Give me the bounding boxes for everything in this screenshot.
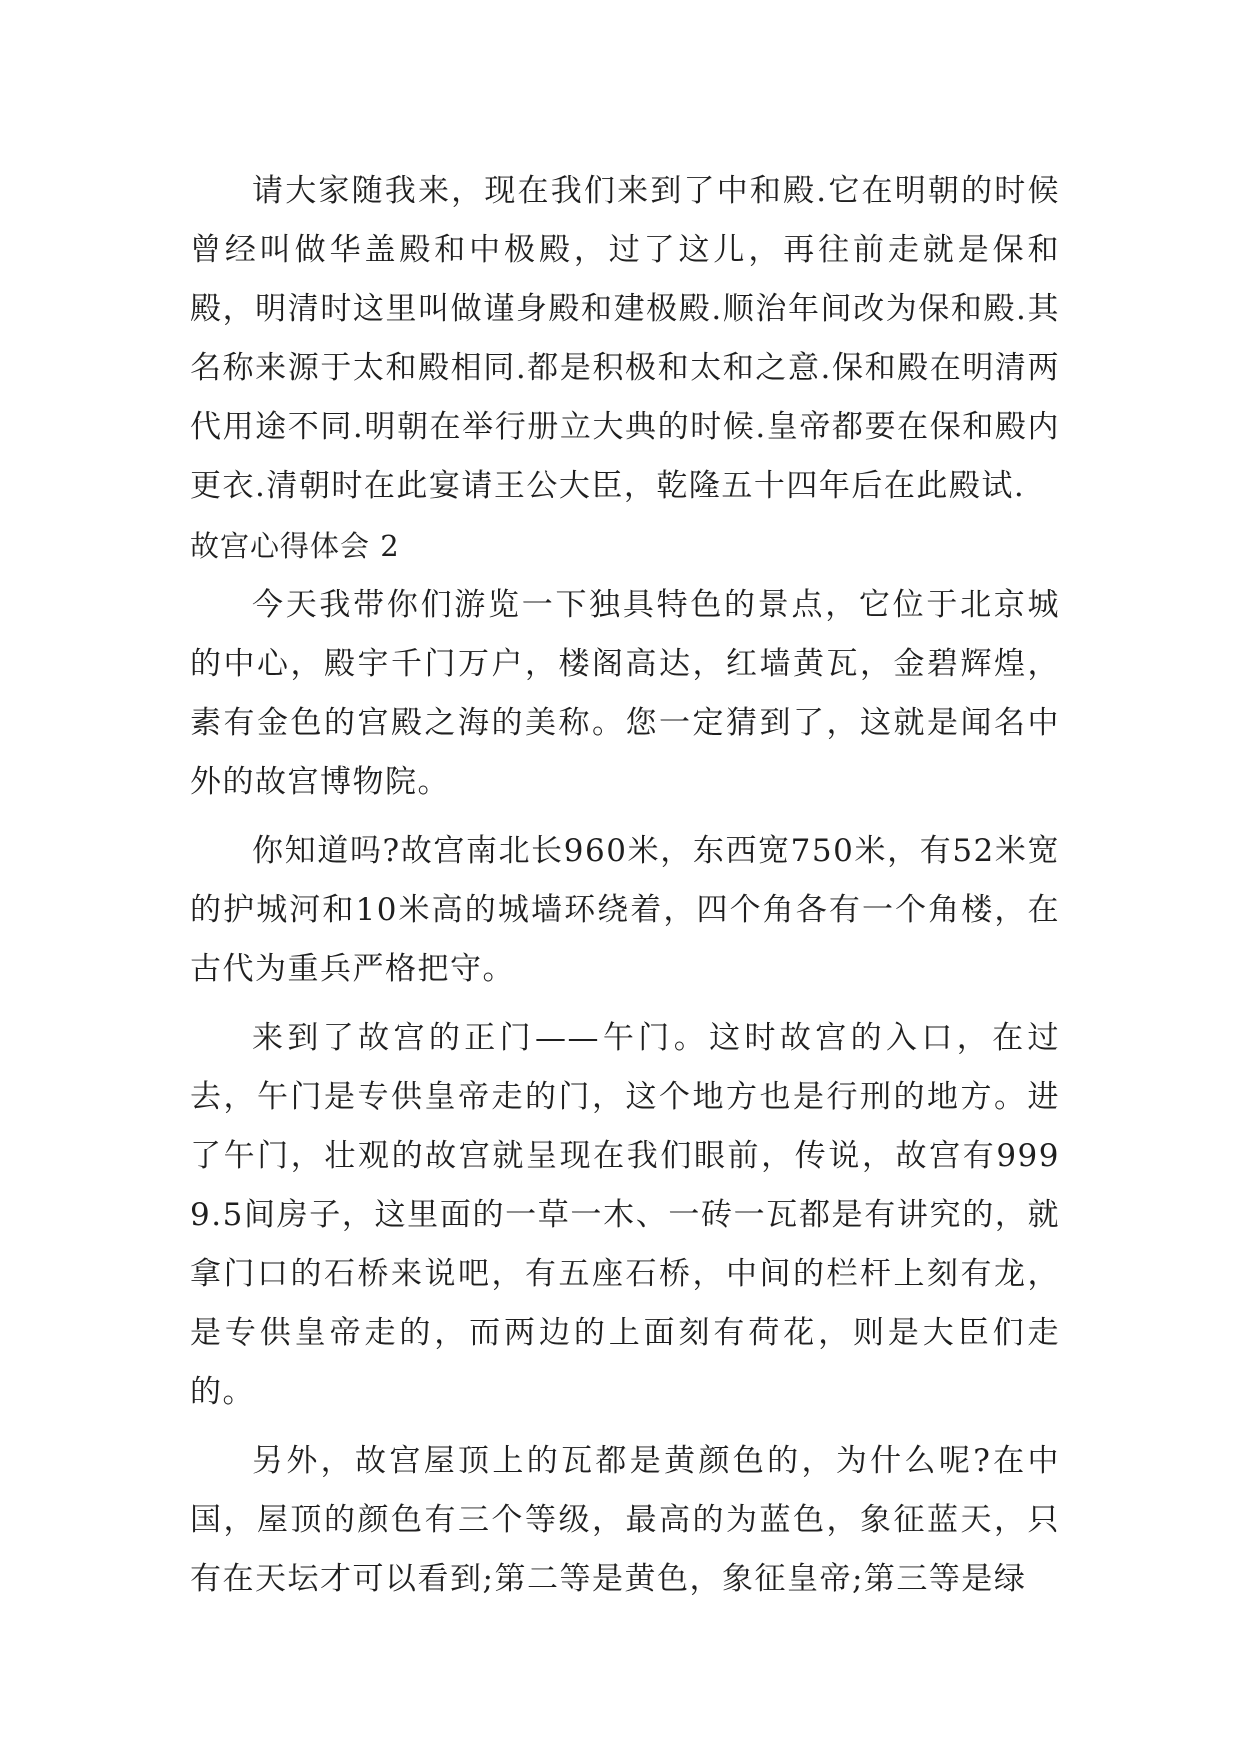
document-page (190, 162, 1060, 1609)
paragraph-zhonghe-hall: 请大家随我来，现在我们来到了中和殿.它在明朝的时候曾经叫做华盖殿和中极殿，过了这儿，再往前走就是保和殿，明清时这里叫做谨身殿和建极殿.顺治年间改为保和殿.其名称来源于太和殿相同.都是积极和太和之意.保和殿在明清两代用途不同.明朝在举行册立大典的时候.皇帝都要在保和殿内更衣.清朝时在此宴请王公大臣，乾隆五十四年后在此殿试. (190, 173, 1060, 504)
section-heading: 故宫心得体会 2 (190, 529, 400, 563)
paragraph-meridian-gate: 来到了故宫的正门——午门。这时故宫的入口，在过去，午门是专供皇帝走的门，这个地方也是行刑的地方。进了午门，壮观的故宫就呈现在我们眼前，传说，故宫有9999.5间房子，这里面的一草一木、一砖一瓦都是有讲究的，就拿门口的石桥来说吧，有五座石桥，中间的栏杆上刻有龙，是专供皇帝走的，而两边的上面刻有荷花，则是大臣们走的。 (190, 1020, 1060, 1410)
paragraph-intro-palace-museum: 今天我带你们游览一下独具特色的景点，它位于北京城的中心，殿宇千门万户，楼阁高达，红墙黄瓦，金碧辉煌，素有金色的宫殿之海的美称。您一定猜到了，这就是闻名中外的故宫博物院。 (190, 587, 1060, 800)
paragraph-roof-tiles: 另外，故宫屋顶上的瓦都是黄颜色的，为什么呢?在中国，屋顶的颜色有三个等级，最高的为蓝色，象征蓝天，只有在天坛才可以看到;第二等是黄色，象征皇帝;第三等是绿 (190, 1443, 1060, 1597)
paragraph-dimensions: 你知道吗?故宫南北长960米，东西宽750米，有52米宽的护城河和10米高的城墙环绕着，四个角各有一个角楼，在古代为重兵严格把守。 (190, 833, 1060, 987)
